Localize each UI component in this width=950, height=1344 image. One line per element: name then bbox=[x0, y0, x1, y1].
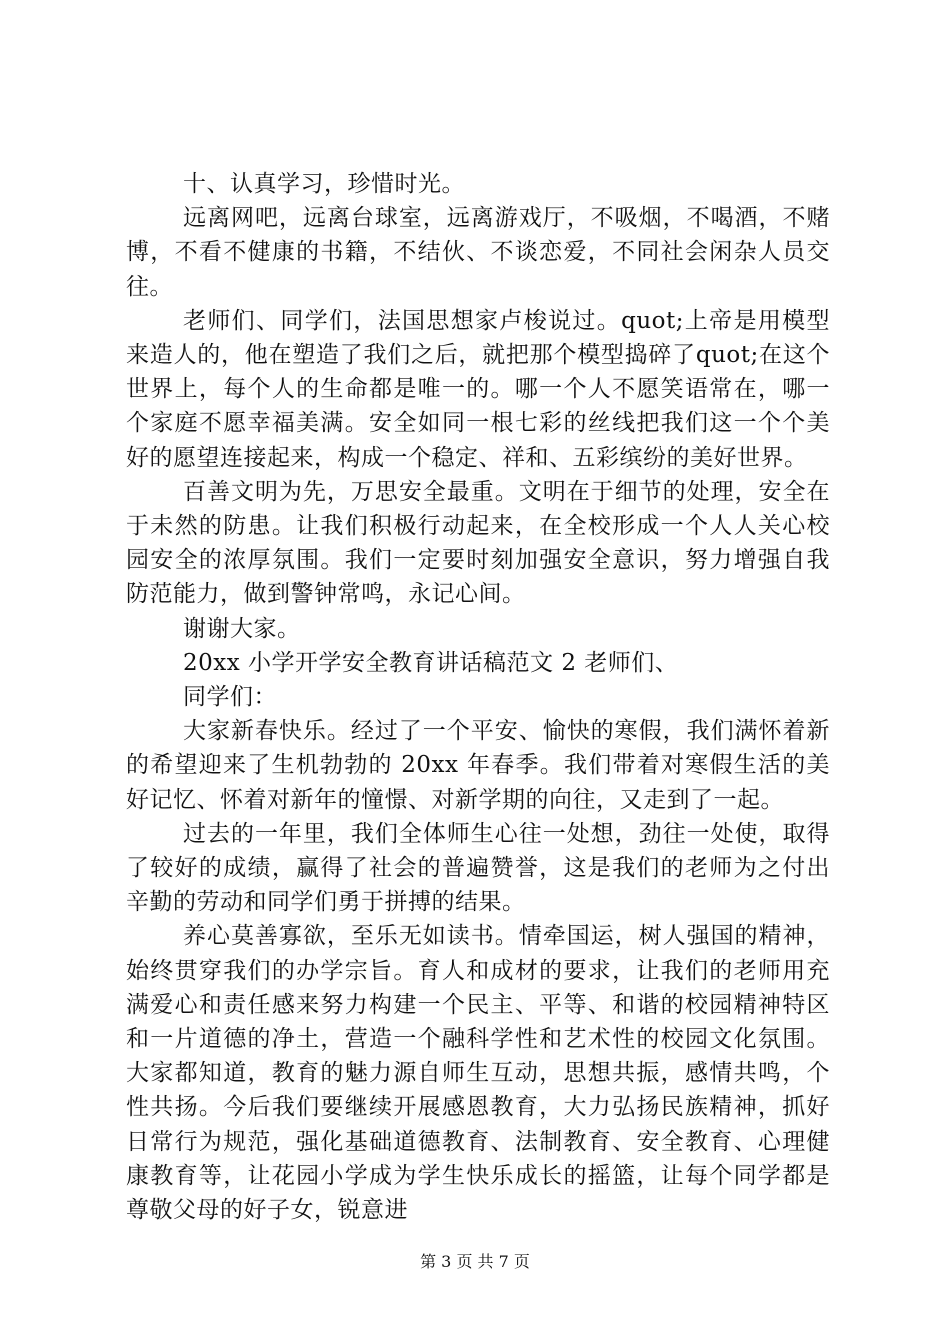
paragraph-speech-title: 20xx 小学开学安全教育讲话稿范文 2 老师们、 bbox=[183, 649, 679, 676]
paragraph-new-year: 大家新春快乐。经过了一个平安、愉快的寒假，我们满怀着新的希望迎来了生机勃勃的 20xx 年春季。我们带着对寒假生活的美好记忆、怀着对新年的憧憬、对新学期的向往，又走到了一起。 bbox=[126, 718, 830, 813]
paragraph-heading-ten: 十、认真学习，珍惜时光。 bbox=[183, 171, 465, 197]
page-number-footer: 第 3 页 共 7 页 bbox=[420, 1252, 530, 1271]
paragraph-rousseau-quote: 老师们、同学们，法国思想家卢梭说过。quot;上帝是用模型来造人的，他在塑造了我们之后，就把那个模型捣碎了quot;在这个世界上，每个人的生命都是唯一的。哪一个人不愿笑语常在，哪一个家庭不愿幸福美满。安全如同一根七彩的丝线把我们这一个个美好的愿望连接起来，构成一个稳定、祥和、五彩缤纷的美好世界。 bbox=[126, 307, 830, 471]
paragraph-thanks: 谢谢大家。 bbox=[183, 615, 301, 642]
paragraph-stay-away: 远离网吧，远离台球室，远离游戏厅，不吸烟，不喝酒，不赌博，不看不健康的书籍，不结伙、不谈恋爱，不同社会闲杂人员交往。 bbox=[126, 205, 830, 300]
paragraph-salutation: 同学们： bbox=[183, 684, 277, 711]
document-body bbox=[126, 167, 830, 1227]
paragraph-past-year: 过去的一年里，我们全体师生心往一处想，劲往一处使，取得了较好的成绩，赢得了社会的普遍赞誉，这是我们的老师为之付出辛勤的劳动和同学们勇于拼搏的结果。 bbox=[126, 820, 830, 916]
paragraph-civility-safety: 百善文明为先，万思安全最重。文明在于细节的处理，安全在于未然的防患。让我们积极行动起来，在全校形成一个人人关心校园安全的浓厚氛围。我们一定要时刻加强安全意识，努力增强自我防范能力，做到警钟常鸣，永记心间。 bbox=[126, 478, 830, 608]
paragraph-school-spirit: 养心莫善寡欲，至乐无如读书。情牵国运，树人强国的精神，始终贯穿我们的办学宗旨。育人和成材的要求，让我们的老师用充满爱心和责任感来努力构建一个民主、平等、和谐的校园精神特区和一片道德的净土，营造一个融科学性和艺术性的校园文化氛围。大家都知道，教育的魅力源自师生互动，思想共振，感情共鸣，个性共扬。今后我们要继续开展感恩教育，大力弘扬民族精神，抓好日常行为规范，强化基础道德教育、法制教育、安全教育、心理健康教育等，让花园小学成为学生快乐成长的摇篮，让每个同学都是尊敬父母的好子女，锐意进 bbox=[126, 923, 830, 1224]
